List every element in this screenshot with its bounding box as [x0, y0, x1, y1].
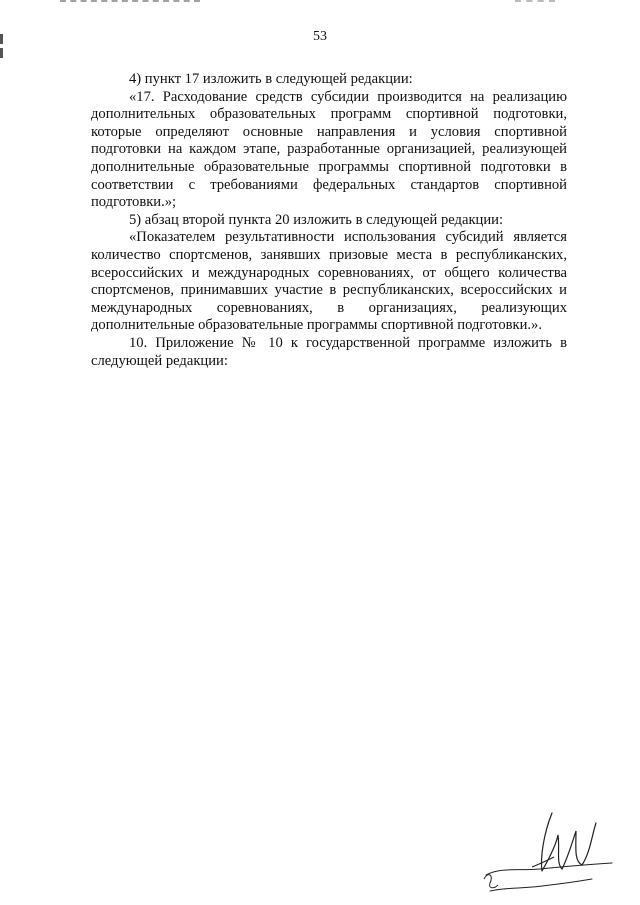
paragraph-item-5: 5) абзац второй пункта 20 изложить в следующей редакции: — [129, 211, 504, 228]
scan-edge-mark — [0, 48, 3, 58]
paragraph-indicator: «Показателем результативности использования субсидий является количество спортсменов, занявших призовые места в республиканских, всероссийских и международных соревнованиях, от общего количества спортсменов, принимавших участие в республиканских, всероссийских и международных соревнованиях, в организациях, реализующих дополнительные образовательные программы спортивной подготовки.». — [91, 229, 567, 334]
paragraph-clause-17: «17. Расходование средств субсидии производится на реализацию дополнительных образовательных программ спортивной подготовки, которые определяют основные направления и условия спортивной подготовки на каждом этапе, разработанные организацией, реализующей дополнительные образовательные программы спортивной подготовки в соответствии с требованиями федеральных стандартов спортивной подготовки.»; — [91, 88, 567, 211]
scan-artifact-top-right — [515, 0, 555, 6]
document-body — [91, 71, 567, 370]
paragraph-item-10: 10. Приложение № 10 к государственной программе изложить в следующей редакции: — [91, 334, 567, 369]
paragraph-item-4: 4) пункт 17 изложить в следующей редакции: — [129, 71, 413, 87]
scan-artifact-top — [60, 0, 200, 6]
page-number: 53 — [313, 29, 327, 44]
handwritten-signature — [480, 805, 630, 895]
